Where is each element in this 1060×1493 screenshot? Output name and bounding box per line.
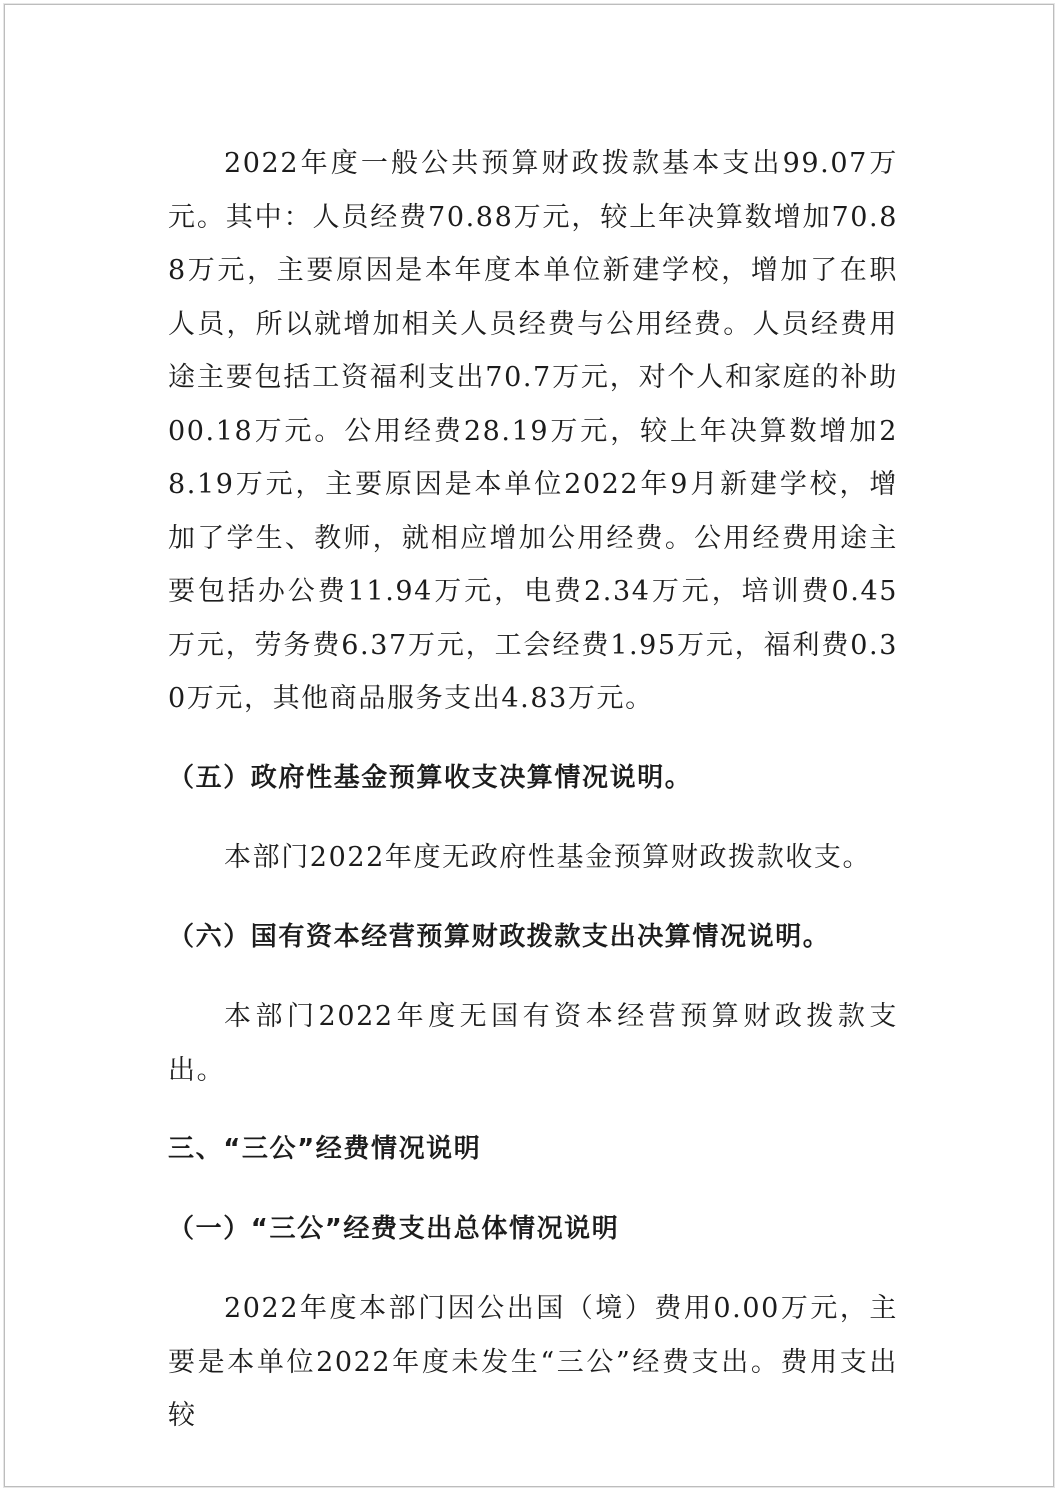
state-capital-paragraph: 本部门2022年度无国有资本经营预算财政拨款支出。 [168,1001,898,1086]
three-public-paragraph: 2022年度本部门因公出国（境）费用0.00万元，主要是本单位2022年度未发生“三公”经费支出。费用支出较 [168,1293,898,1431]
section-heading-three-public: 三、“三公”经费情况说明 [168,1134,482,1164]
section-heading-government-fund: （五）政府性基金预算收支决算情况说明。 [168,762,693,793]
document-page [4,4,1054,1487]
section-heading-state-capital: （六）国有资本经营预算财政拨款支出决算情况说明。 [168,921,831,952]
subsection-heading-three-public-overall: （一）“三公”经费支出总体情况说明 [168,1213,620,1244]
document-body [168,137,898,1443]
basic-expenditure-paragraph: 2022年度一般公共预算财政拨款基本支出99.07万元。其中：人员经费70.88万元，较上年决算数增加70.88万元，主要原因是本年度本单位新建学校，增加了在职人员，所以就增加相关人员经费与公用经费。人员经费用途主要包括工资福利支出70.7万元，对个人和家庭的补助00.18万元。公用经费28.19万元，较上年决算数增加28.19万元，主要原因是本单位2022年9月新建学校，增加了学生、教师，就相应增加公用经费。公用经费用途主要包括办公费11.94万元，电费2.34万元，培训费0.45万元，劳务费6.37万元，工会经费1.95万元，福利费0.30万元，其他商品服务支出4.83万元。 [168,148,898,714]
government-fund-paragraph: 本部门2022年度无政府性基金预算财政拨款收支。 [224,842,872,873]
